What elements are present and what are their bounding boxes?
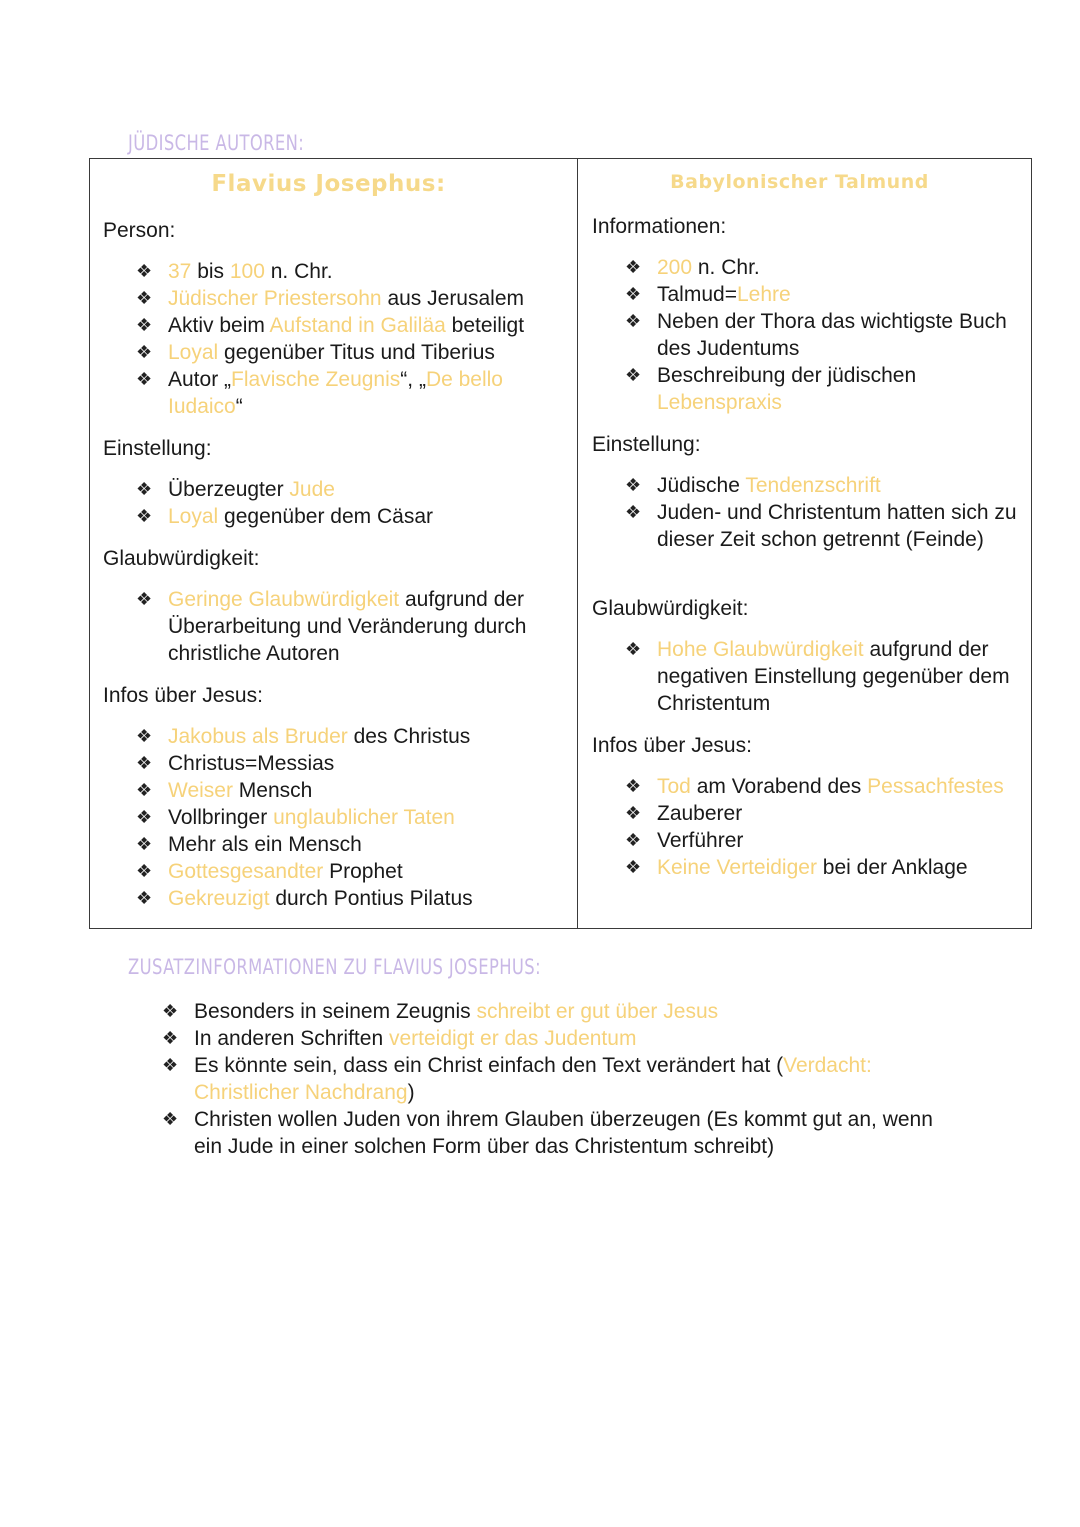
text-segment: Jüdische (657, 474, 746, 497)
highlighted-text: verteidigt er das Judentum (388, 1027, 637, 1050)
list-item (136, 777, 567, 804)
text-segment: Aktiv beim (168, 314, 270, 337)
list-item (136, 503, 567, 530)
highlighted-text: Loyal (168, 341, 219, 364)
section-person (103, 217, 567, 420)
list-item (136, 285, 567, 312)
highlighted-text: Aufstand in Galiläa (269, 314, 446, 337)
list-item (625, 281, 1021, 308)
text-segment: Juden- und Christentum hatten sich zu dieser Zeit schon getrennt (Feinde) (657, 501, 1017, 551)
extra-info-section (128, 998, 960, 1160)
diamond-bullet-icon: ❖ (136, 726, 153, 746)
list-item (625, 636, 1021, 717)
list-item (136, 858, 567, 885)
highlighted-text: 37 (168, 260, 192, 283)
highlighted-text: Verdacht: Christlicher Nachdrang (194, 1054, 872, 1104)
section-glaubwuerdigkeit (103, 545, 567, 667)
text-segment: Verführer (657, 829, 744, 852)
text-segment: Mehr als ein Mensch (168, 833, 362, 856)
diamond-bullet-icon: ❖ (136, 753, 153, 773)
text-segment: aufgrund der Überarbeitung und Veränderung durch christliche Autoren (168, 588, 527, 665)
highlighted-text: Weiser (168, 779, 233, 802)
section-label: Einstellung: (592, 433, 701, 456)
list-item (625, 362, 1021, 416)
diamond-bullet-icon: ❖ (625, 857, 642, 877)
text-segment: n. Chr. (264, 260, 333, 283)
list-item (625, 499, 1021, 553)
list-item (136, 723, 567, 750)
text-segment: Vollbringer (168, 806, 274, 829)
bullet-list (592, 254, 1021, 416)
diamond-bullet-icon: ❖ (136, 780, 153, 800)
highlighted-text: Gottesgesandter (168, 860, 324, 883)
highlighted-text: Flavische Zeugnis (231, 368, 401, 391)
text-segment: Autor „ (168, 368, 232, 391)
list-item (136, 804, 567, 831)
diamond-bullet-icon: ❖ (136, 888, 153, 908)
text-segment: “, „ (400, 368, 426, 391)
highlighted-text: Jüdischer Priestersohn (168, 287, 382, 310)
highlighted-text: Pessachfestes (867, 775, 1004, 798)
section-label: Infos über Jesus: (592, 734, 752, 757)
highlighted-text: 200 (657, 256, 693, 279)
text-segment: In anderen Schriften (194, 1027, 389, 1050)
highlighted-text: De bello Iudaico (168, 368, 503, 418)
bullet-list (103, 723, 567, 912)
highlighted-text: Jude (289, 478, 335, 501)
bullet-list (103, 476, 567, 530)
diamond-bullet-icon: ❖ (625, 365, 642, 385)
highlighted-text: Lebenspraxis (657, 391, 782, 414)
text-segment: aufgrund der negativen Einstellung gegenüber dem Christentum (657, 638, 1010, 715)
diamond-bullet-icon: ❖ (136, 479, 153, 499)
text-segment: Christen wollen Juden von ihrem Glauben überzeugen (Es kommt gut an, wenn ein Jude in einer solchen Form über das Christentum schreibt) (194, 1108, 933, 1158)
section-label: Glaubwürdigkeit: (103, 547, 260, 570)
column-babylonischer-talmud (578, 159, 1031, 928)
highlighted-text: Tod (657, 775, 691, 798)
column-flavius-josephus (90, 159, 578, 928)
section-label: Infos über Jesus: (103, 684, 263, 707)
highlighted-text: Jakobus als Bruder (168, 725, 348, 748)
diamond-bullet-icon: ❖ (625, 475, 642, 495)
text-segment: Zauberer (657, 802, 743, 825)
highlighted-text: Lehre (736, 283, 791, 306)
list-item (625, 472, 1021, 499)
diamond-bullet-icon: ❖ (625, 803, 642, 823)
list-item (136, 258, 567, 285)
diamond-bullet-icon: ❖ (136, 834, 153, 854)
section-einstellung (592, 431, 1021, 553)
text-segment: des Christus (347, 725, 471, 748)
list-item (625, 308, 1021, 362)
diamond-bullet-icon: ❖ (136, 807, 153, 827)
section-heading-juedische-autoren: JÜDISCHE AUTOREN: (128, 131, 305, 155)
list-item (625, 827, 1021, 854)
text-segment: Christus=Messias (168, 752, 335, 775)
list-item (162, 1025, 960, 1052)
diamond-bullet-icon: ❖ (625, 639, 642, 659)
section-label: Glaubwürdigkeit: (592, 597, 749, 620)
bullet-list (592, 636, 1021, 717)
list-item (136, 312, 567, 339)
bullet-list (592, 773, 1021, 881)
list-item (625, 254, 1021, 281)
diamond-bullet-icon: ❖ (136, 861, 153, 881)
diamond-bullet-icon: ❖ (625, 776, 642, 796)
highlighted-text: schreibt er gut über Jesus (476, 1000, 719, 1023)
section-glaubwuerdigkeit (592, 595, 1021, 717)
text-segment: durch Pontius Pilatus (269, 887, 473, 910)
highlighted-text: Keine Verteidiger (657, 856, 817, 879)
diamond-bullet-icon: ❖ (136, 342, 153, 362)
text-segment: “ (235, 395, 243, 418)
diamond-bullet-icon: ❖ (625, 830, 642, 850)
highlighted-text: 100 (229, 260, 265, 283)
diamond-bullet-icon: ❖ (162, 1001, 179, 1021)
diamond-bullet-icon: ❖ (625, 284, 642, 304)
highlighted-text: unglaublicher Taten (273, 806, 455, 829)
text-segment: Mensch (232, 779, 313, 802)
section-infos-jesus (592, 732, 1021, 881)
text-segment: Beschreibung der jüdischen (657, 364, 917, 387)
text-segment: gegenüber Titus und Tiberius (218, 341, 495, 364)
list-item (625, 773, 1021, 800)
section-label: Informationen: (592, 215, 727, 238)
highlighted-text: Gekreuzigt (168, 887, 270, 910)
text-segment: aus Jerusalem (381, 287, 525, 310)
diamond-bullet-icon: ❖ (625, 502, 642, 522)
list-item (136, 831, 567, 858)
text-segment: am Vorabend des (690, 775, 868, 798)
list-item (162, 1106, 960, 1160)
column-title: Flavius Josephus: (211, 171, 446, 197)
text-segment: Es könnte sein, dass ein Christ einfach den Text verändert hat ( (194, 1054, 784, 1077)
section-infos-jesus (103, 682, 567, 912)
text-segment: gegenüber dem Cäsar (218, 505, 434, 528)
text-segment: bei der Anklage (816, 856, 968, 879)
diamond-bullet-icon: ❖ (162, 1028, 179, 1048)
list-item (136, 586, 567, 667)
text-segment: Besonders in seinem Zeugnis (194, 1000, 477, 1023)
diamond-bullet-icon: ❖ (136, 589, 153, 609)
text-segment: ) (407, 1081, 415, 1104)
diamond-bullet-icon: ❖ (136, 288, 153, 308)
list-item (136, 476, 567, 503)
text-segment: Talmud= (657, 283, 737, 306)
text-segment: Prophet (323, 860, 403, 883)
diamond-bullet-icon: ❖ (162, 1055, 179, 1075)
list-item (625, 854, 1021, 881)
section-label: Person: (103, 219, 176, 242)
diamond-bullet-icon: ❖ (162, 1109, 179, 1129)
list-item (136, 885, 567, 912)
section-heading-zusatzinformationen: ZUSATZINFORMATIONEN ZU FLAVIUS JOSEPHUS: (128, 955, 542, 979)
bullet-list (128, 998, 960, 1160)
diamond-bullet-icon: ❖ (136, 506, 153, 526)
highlighted-text: Loyal (168, 505, 219, 528)
column-title: Babylonischer Talmund (670, 171, 929, 193)
list-item (136, 366, 567, 420)
diamond-bullet-icon: ❖ (136, 315, 153, 335)
diamond-bullet-icon: ❖ (136, 261, 153, 281)
text-segment: bis (191, 260, 230, 283)
diamond-bullet-icon: ❖ (136, 369, 153, 389)
list-item (136, 750, 567, 777)
highlighted-text: Geringe Glaubwürdigkeit (168, 588, 400, 611)
list-item (162, 1052, 960, 1106)
section-informationen (592, 213, 1021, 416)
diamond-bullet-icon: ❖ (625, 311, 642, 331)
text-segment: Neben der Thora das wichtigste Buch des Judentums (657, 310, 1007, 360)
text-segment: n. Chr. (692, 256, 760, 279)
text-segment: beteiligt (445, 314, 525, 337)
bullet-list (592, 472, 1021, 553)
list-item (136, 339, 567, 366)
text-segment: Überzeugter (168, 478, 290, 501)
highlighted-text: Tendenzschrift (745, 474, 881, 497)
diamond-bullet-icon: ❖ (625, 257, 642, 277)
list-item (625, 800, 1021, 827)
section-einstellung (103, 435, 567, 530)
bullet-list (103, 586, 567, 667)
bullet-list (103, 258, 567, 420)
list-item (162, 998, 960, 1025)
section-label: Einstellung: (103, 437, 212, 460)
highlighted-text: Hohe Glaubwürdigkeit (657, 638, 864, 661)
comparison-table (89, 158, 1032, 929)
